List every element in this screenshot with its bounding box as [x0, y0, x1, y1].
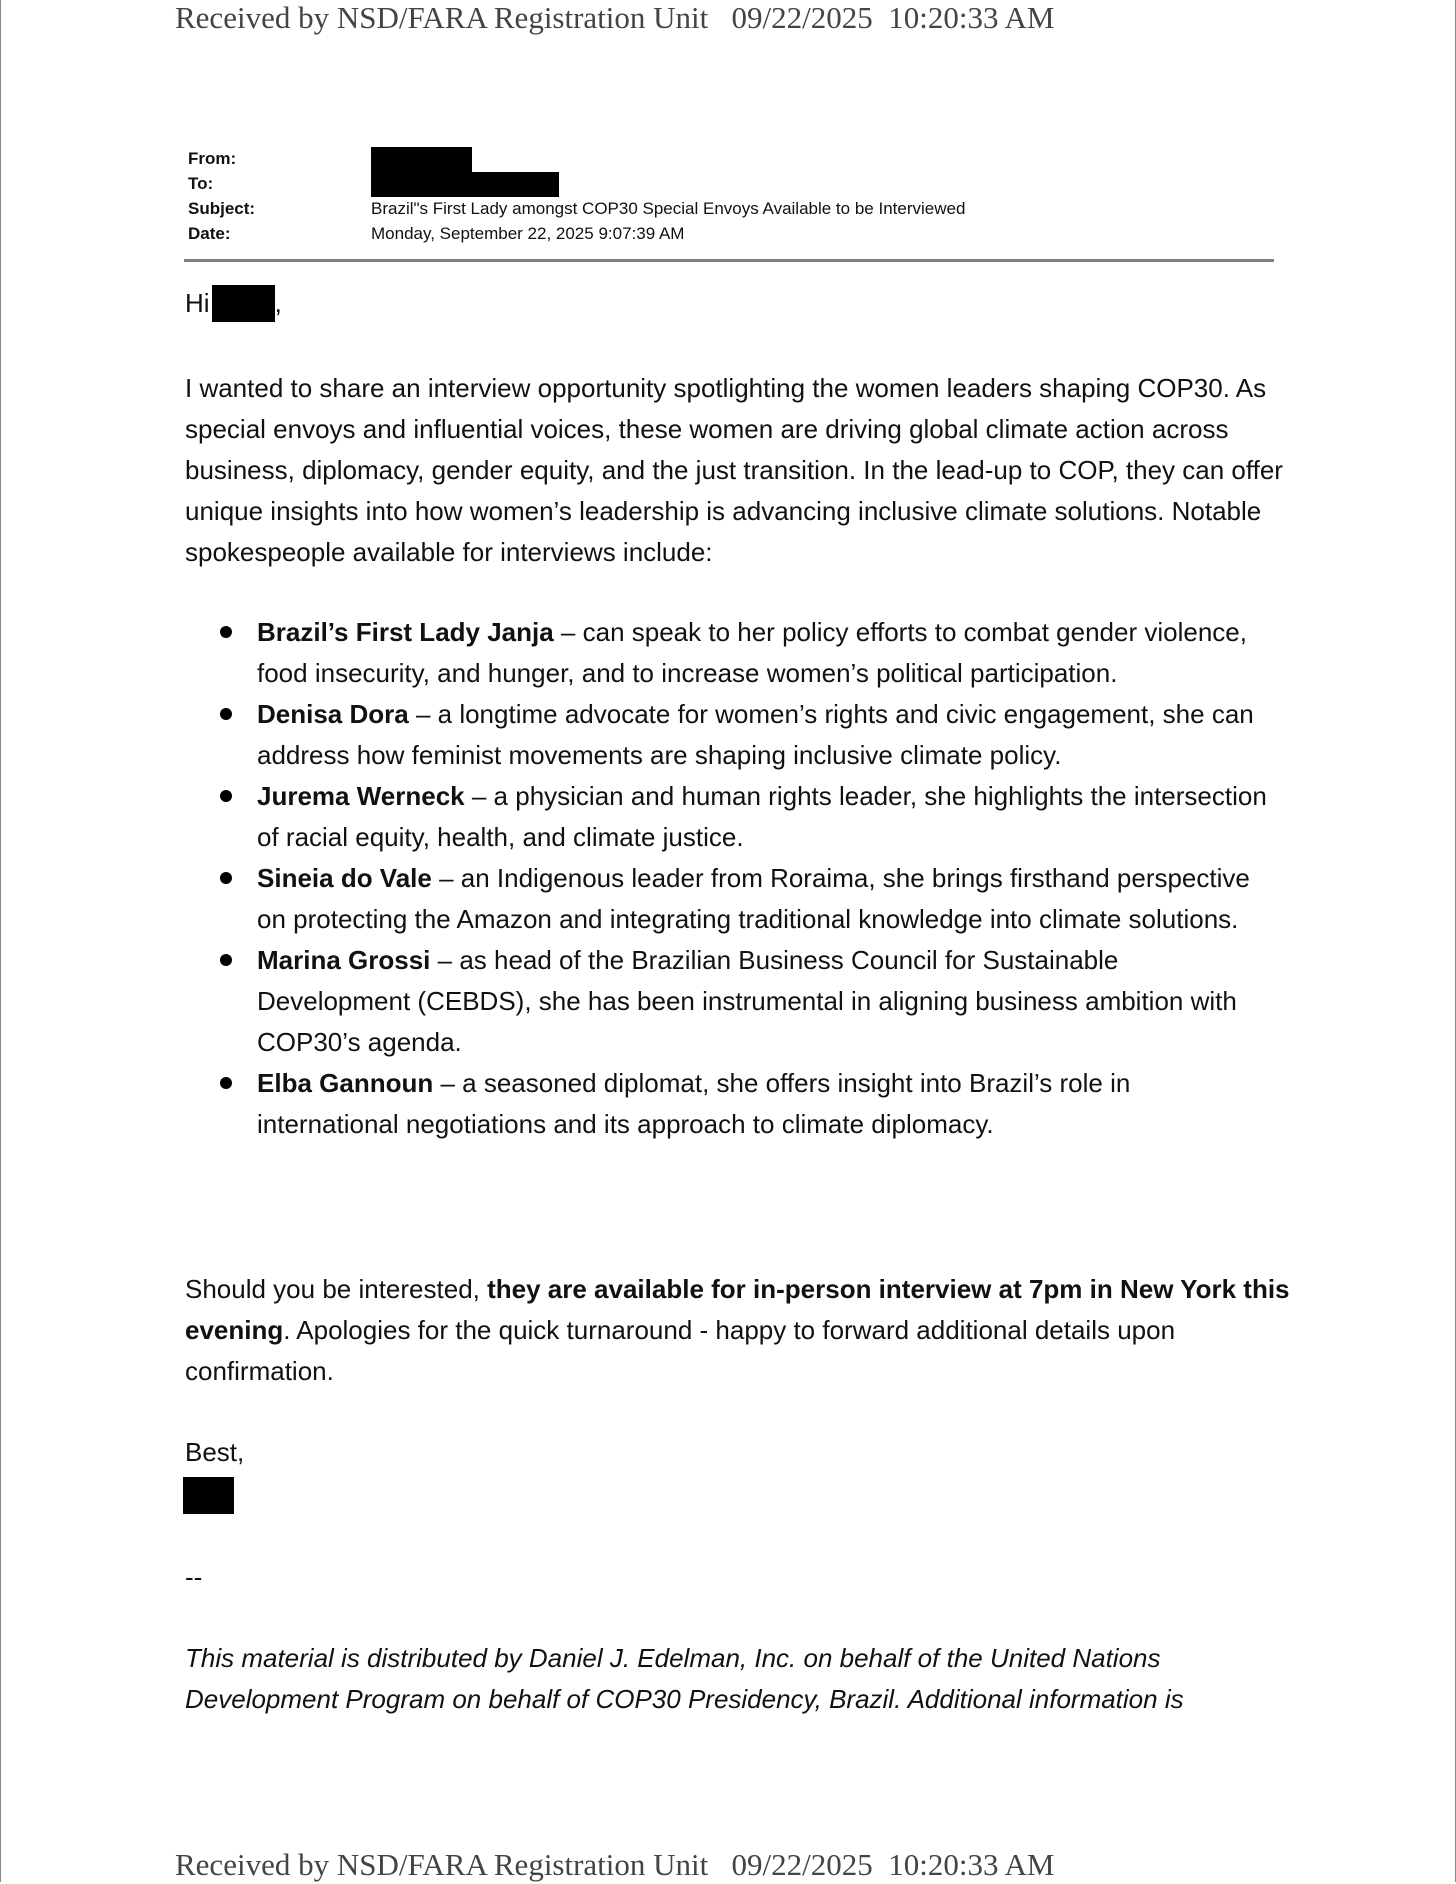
envoy-name: Marina Grossi — [257, 945, 431, 975]
signature-separator: -- — [185, 1562, 203, 1592]
subject-value: Brazil"s First Lady amongst COP30 Special Envoys Available to be Interviewed — [371, 199, 966, 218]
envoy-description: – can speak to her policy efforts to combat gender violence, food insecurity, and hunger, and to increase women’s political participation. — [257, 617, 1247, 688]
availability-highlight: they are available for in-person interview at 7pm in New York this evening — [185, 1274, 1290, 1345]
bullet-icon — [220, 954, 232, 966]
date-value: Monday, September 22, 2025 9:07:39 AM — [371, 224, 685, 243]
closing: Best, — [185, 1437, 245, 1467]
availability-paragraph — [185, 1269, 1295, 1392]
list-item — [218, 612, 1278, 694]
envoy-name: Elba Gannoun — [257, 1068, 434, 1098]
list-item — [218, 858, 1278, 940]
to-value-redacted — [371, 171, 559, 197]
subject-label: Subject: — [188, 199, 256, 218]
bullet-icon — [220, 1077, 232, 1089]
date-row — [188, 221, 1278, 246]
greeting-suffix: , — [274, 288, 282, 318]
envoy-description: – as head of the Brazilian Business Council for Sustainable Development (CEBDS), she has been instrumental in aligning business ambition with COP30’s agenda. — [257, 945, 1237, 1057]
fara-stamp-bottom: Received by NSD/FARA Registration Unit 09/22/2025 10:20:33 AM — [175, 1847, 1055, 1882]
envoy-name: Brazil’s First Lady Janja — [257, 617, 554, 647]
availability-prefix: Should you be interested, — [185, 1274, 488, 1304]
fara-disclaimer: This material is distributed by Daniel J. Edelman, Inc. on behalf of the United Nations Development Program on behalf of COP30 Presidency, Brazil. Additional information is — [185, 1643, 1184, 1714]
greeting — [185, 283, 1295, 324]
subject-row — [188, 196, 1278, 221]
envoy-description: – an Indigenous leader from Roraima, she brings firsthand perspective on protecting the Amazon and integrating traditional knowledge into climate solutions. — [257, 863, 1250, 934]
envoy-name: Denisa Dora — [257, 699, 409, 729]
fara-stamp-top: Received by NSD/FARA Registration Unit 09/22/2025 10:20:33 AM — [175, 0, 1055, 35]
bullet-icon — [220, 626, 232, 638]
bullet-icon — [220, 790, 232, 802]
list-item — [218, 1063, 1278, 1145]
from-row — [188, 146, 1278, 171]
bullet-icon — [220, 872, 232, 884]
intro-paragraph: I wanted to share an interview opportunity spotlighting the women leaders shaping COP30. As special envoys and influential voices, these women are driving global climate action across business, diplomacy, gender equity, and the just transition. In the lead-up to COP, they can offer unique insights into how women’s leadership is advancing inclusive climate solutions. Notable spokespeople available for interviews include: — [185, 373, 1283, 567]
envoy-list — [218, 612, 1278, 1145]
envoy-description: – a seasoned diplomat, she offers insight into Brazil’s role in international negotiations and its approach to climate diplomacy. — [257, 1068, 1131, 1139]
envoy-description: – a longtime advocate for women’s rights and civic engagement, she can address how feminist movements are shaping inclusive climate policy. — [257, 699, 1254, 770]
to-row — [188, 171, 1278, 196]
envoy-name: Jurema Werneck — [257, 781, 465, 811]
availability-suffix: . Apologies for the quick turnaround - happy to forward additional details upon confirmation. — [185, 1315, 1176, 1386]
greeting-prefix: Hi — [185, 288, 210, 318]
envoy-name: Sineia do Vale — [257, 863, 432, 893]
list-item — [218, 776, 1278, 858]
redaction-block — [371, 147, 472, 172]
envoy-description: – a physician and human rights leader, she highlights the intersection of racial equity, health, and climate justice. — [257, 781, 1267, 852]
from-value-redacted — [371, 146, 472, 172]
redaction-block — [371, 172, 559, 197]
to-label: To: — [188, 174, 214, 193]
redaction-block — [212, 285, 275, 322]
header-divider — [184, 259, 1274, 262]
date-label: Date: — [188, 224, 231, 243]
from-label: From: — [188, 149, 237, 168]
list-item — [218, 940, 1278, 1063]
email-header — [188, 146, 1278, 246]
bullet-icon — [220, 708, 232, 720]
list-item — [218, 694, 1278, 776]
signature-redaction — [183, 1477, 234, 1514]
